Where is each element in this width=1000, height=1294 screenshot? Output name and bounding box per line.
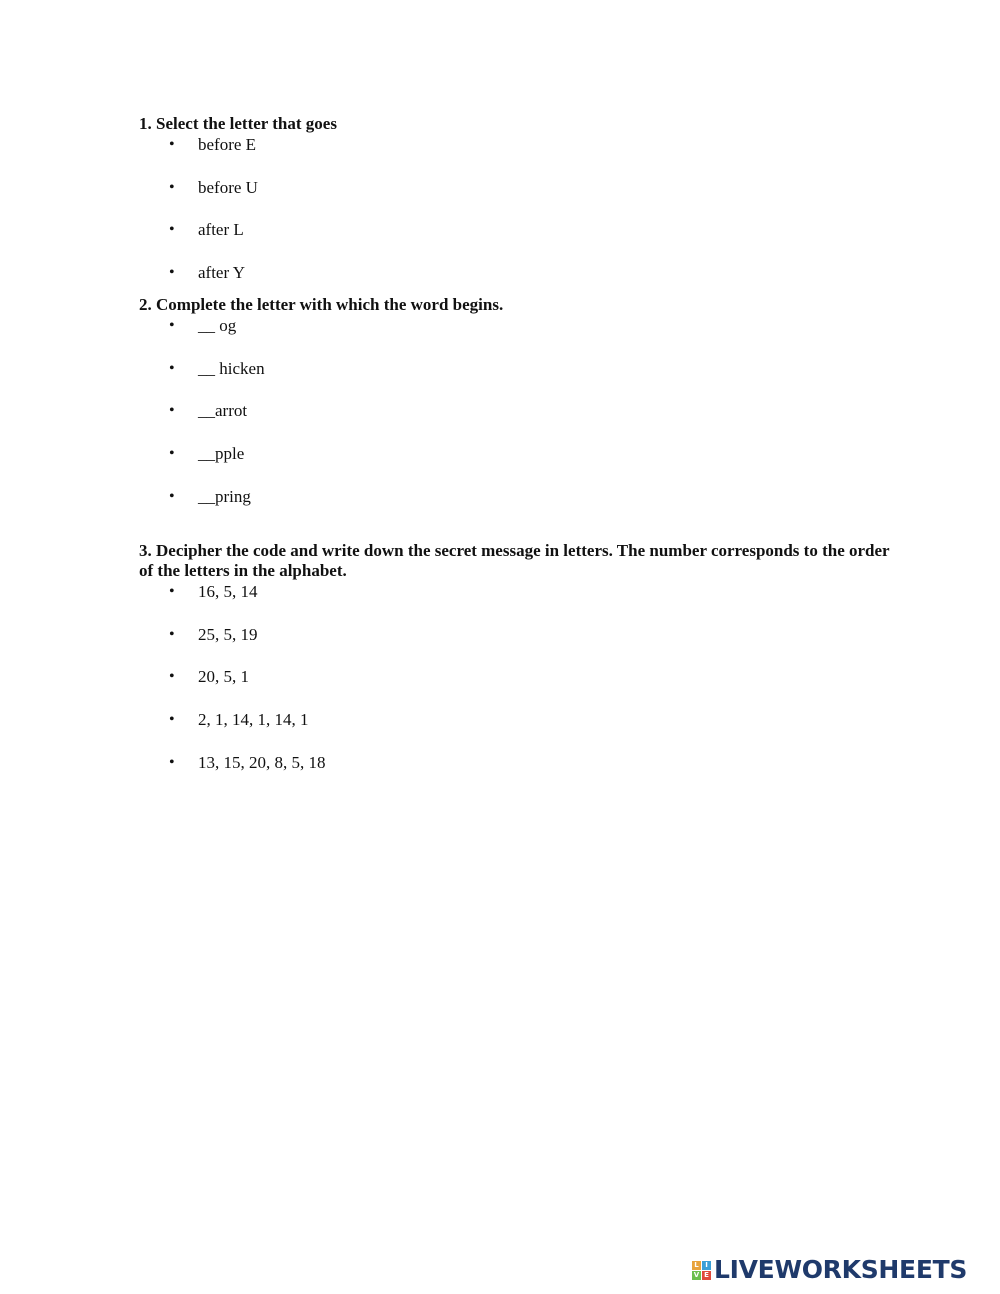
bullet-icon: • <box>169 264 175 282</box>
bullet-icon: • <box>169 710 175 728</box>
logo-mark-cell: L <box>692 1261 701 1270</box>
list-item <box>139 315 899 337</box>
question-3-list <box>139 581 899 774</box>
logo-text: LIVEWORKSHEETS <box>714 1255 968 1284</box>
liveworksheets-logo <box>692 1255 967 1285</box>
list-item <box>139 709 899 731</box>
list-item <box>139 624 899 646</box>
logo-mark-cell: I <box>702 1261 711 1270</box>
item-text: 20, 5, 1 <box>198 667 249 687</box>
item-text: after Y <box>198 263 246 283</box>
item-text: before U <box>198 177 258 197</box>
bullet-icon: • <box>169 136 175 153</box>
list-item <box>139 443 899 465</box>
item-text: __pple <box>198 444 245 464</box>
bullet-icon: • <box>169 582 175 600</box>
list-item <box>139 134 899 156</box>
logo-mark-icon <box>692 1261 711 1280</box>
list-item <box>139 581 899 603</box>
list-item <box>139 219 899 241</box>
worksheet <box>139 114 899 774</box>
bullet-icon: • <box>169 317 175 335</box>
item-text: 2, 1, 14, 1, 14, 1 <box>198 709 309 729</box>
item-text: 13, 15, 20, 8, 5, 18 <box>198 752 326 772</box>
item-text: before E <box>198 135 257 154</box>
list-item <box>139 262 899 284</box>
question-1-list <box>139 134 899 284</box>
question-3-title: 3. Decipher the code and write down the secret message in letters. The number corresponds to the order of the letters in the alphabet. <box>139 540 890 580</box>
list-item <box>139 358 899 380</box>
item-text: __pring <box>198 486 251 506</box>
logo-mark-cell: V <box>693 1270 700 1279</box>
bullet-icon: • <box>169 402 175 420</box>
list-item <box>139 486 899 508</box>
bullet-icon: • <box>169 359 175 377</box>
list-item <box>139 752 899 774</box>
item-text: __ hicken <box>198 358 265 378</box>
item-text: __arrot <box>198 401 248 421</box>
bullet-icon: • <box>169 445 175 463</box>
bullet-icon: • <box>169 625 175 643</box>
question-1-title: 1. Select the letter that goes <box>139 114 337 133</box>
question-2-title: 2. Complete the letter with which the word begins. <box>139 295 504 315</box>
question-2-list <box>139 315 899 508</box>
item-text: 16, 5, 14 <box>198 581 258 601</box>
bullet-icon: • <box>169 221 175 239</box>
item-text: 25, 5, 19 <box>198 624 258 644</box>
bullet-icon: • <box>169 487 175 505</box>
bullet-icon: • <box>169 178 175 196</box>
item-text: after L <box>198 220 244 240</box>
bullet-icon: • <box>169 668 175 686</box>
logo-mark-cell: E <box>702 1271 711 1280</box>
item-text: __ og <box>198 316 237 336</box>
bullet-icon: • <box>169 753 175 771</box>
list-item <box>139 666 899 688</box>
list-item <box>139 177 899 199</box>
list-item <box>139 400 899 422</box>
